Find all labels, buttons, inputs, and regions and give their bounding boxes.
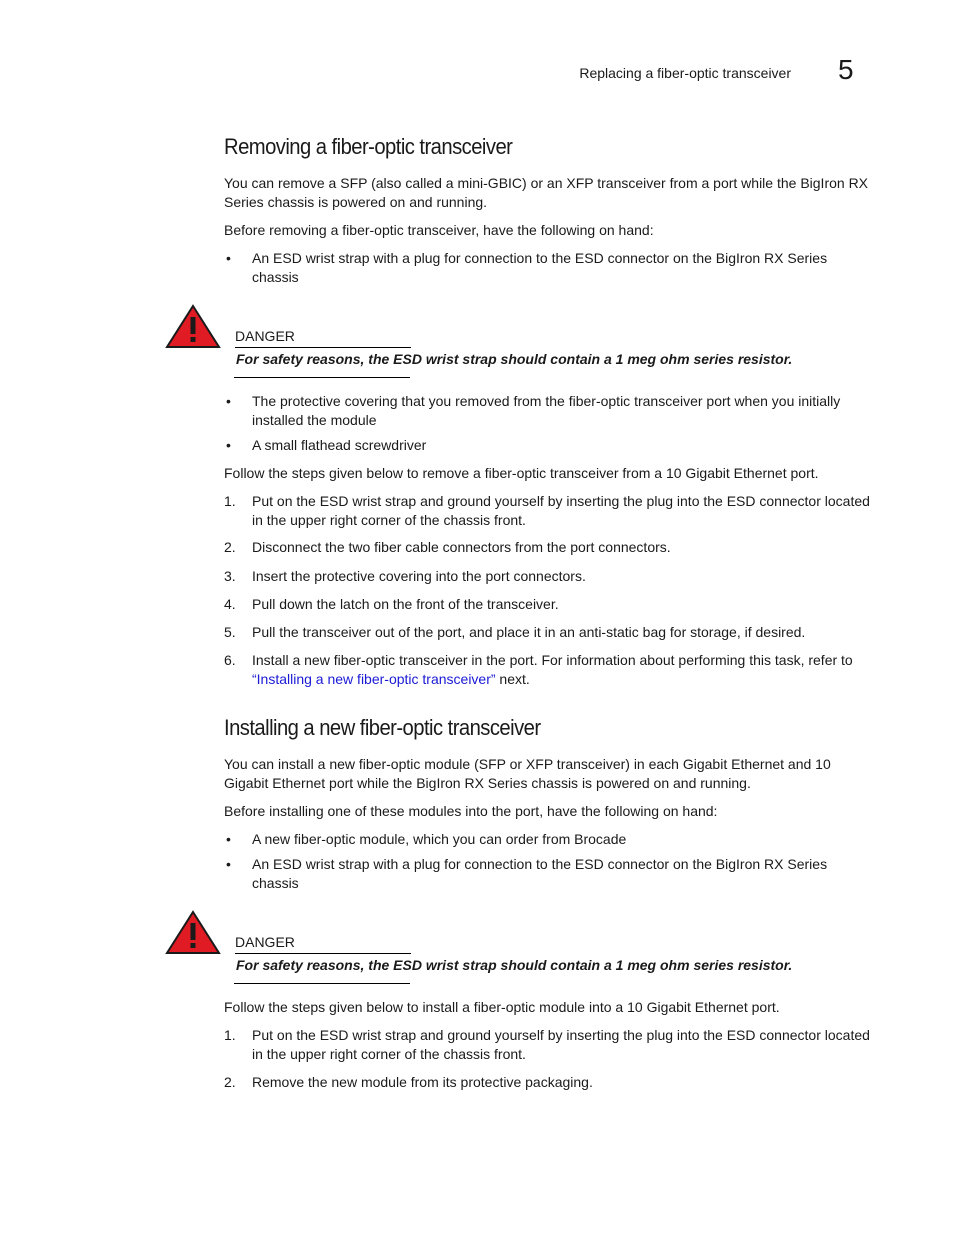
paragraph-follow-installing: Follow the steps given below to install a fiber-optic module into a 10 Gigabit Ethernet port. — [224, 999, 780, 1015]
danger-warning-icon — [165, 304, 221, 349]
danger-rule — [234, 377, 410, 378]
bullet-icon: • — [226, 831, 231, 847]
paragraph-intro-installing: You can install a new fiber-optic module (SFP or XFP transceiver) in each Gigabit Ethernet and 10 Gigabit Ethernet port while the BigIron RX Series chassis is powered on and running. — [224, 756, 831, 791]
section-heading-installing: Installing a new fiber-optic transceiver — [224, 715, 541, 740]
paragraph-follow-removing: Follow the steps given below to remove a fiber-optic transceiver from a 10 Gigabit Ethernet port. — [224, 465, 819, 481]
bullet-icon: • — [226, 437, 231, 453]
chapter-number: 5 — [838, 54, 854, 85]
danger-text: For safety reasons, the ESD wrist strap should contain a 1 meg ohm series resistor. — [236, 957, 793, 973]
danger-label: DANGER — [235, 934, 295, 950]
header-title: Replacing a fiber-optic transceiver — [579, 65, 791, 81]
cross-reference-link[interactable]: “Installing a new fiber-optic transceiver” — [252, 671, 496, 687]
danger-rule — [235, 347, 411, 348]
bullet-icon: • — [226, 250, 231, 266]
section-heading-removing: Removing a fiber-optic transceiver — [224, 134, 513, 159]
bullet-icon: • — [226, 393, 231, 409]
paragraph-before-installing: Before installing one of these modules into the port, have the following on hand: — [224, 803, 718, 819]
paragraph-before-removing: Before removing a fiber-optic transceiver, have the following on hand: — [224, 222, 654, 238]
danger-warning-icon — [165, 910, 221, 955]
danger-rule — [235, 953, 411, 954]
danger-text: For safety reasons, the ESD wrist strap should contain a 1 meg ohm series resistor. — [236, 351, 793, 367]
paragraph-intro-removing: You can remove a SFP (also called a mini-GBIC) or an XFP transceiver from a port while the BigIron RX Series chassis is powered on and running. — [224, 175, 869, 210]
danger-rule — [234, 983, 410, 984]
danger-label: DANGER — [235, 328, 295, 344]
bullet-icon: • — [226, 856, 231, 872]
